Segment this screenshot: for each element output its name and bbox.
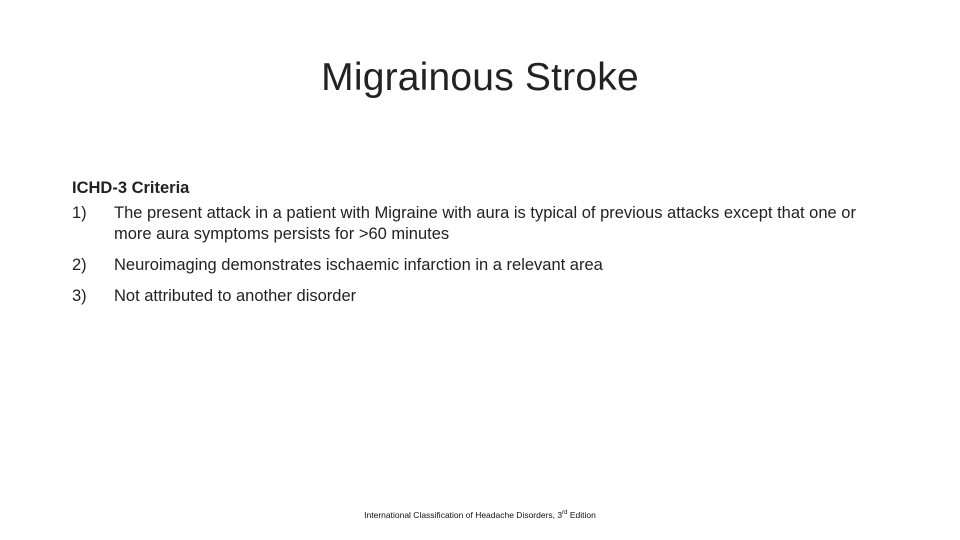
criteria-text: Not attributed to another disorder xyxy=(114,287,357,305)
section-heading: ICHD-3 Criteria xyxy=(72,179,190,197)
slide-content xyxy=(72,178,892,317)
footnote-prefix: International Classification of Headache Disorders, 3 xyxy=(364,510,563,520)
criteria-number: 2) xyxy=(72,256,87,274)
footnote-suffix: Edition xyxy=(567,510,596,520)
criteria-text: Neuroimaging demonstrates ischaemic infarction in a relevant area xyxy=(114,256,603,274)
criteria-text: The present attack in a patient with Migraine with aura is typical of previous attacks except that one or more aura symptoms persists for >60 minutes xyxy=(114,204,856,243)
criteria-list xyxy=(72,203,892,307)
criteria-number: 1) xyxy=(72,204,87,222)
slide-title: Migrainous Stroke xyxy=(321,56,639,99)
footnote-citation xyxy=(0,510,960,520)
footnote-superscript: rd xyxy=(562,510,568,517)
criteria-item xyxy=(72,203,892,245)
criteria-item xyxy=(72,255,892,276)
criteria-number: 3) xyxy=(72,287,87,305)
criteria-item xyxy=(72,286,892,307)
